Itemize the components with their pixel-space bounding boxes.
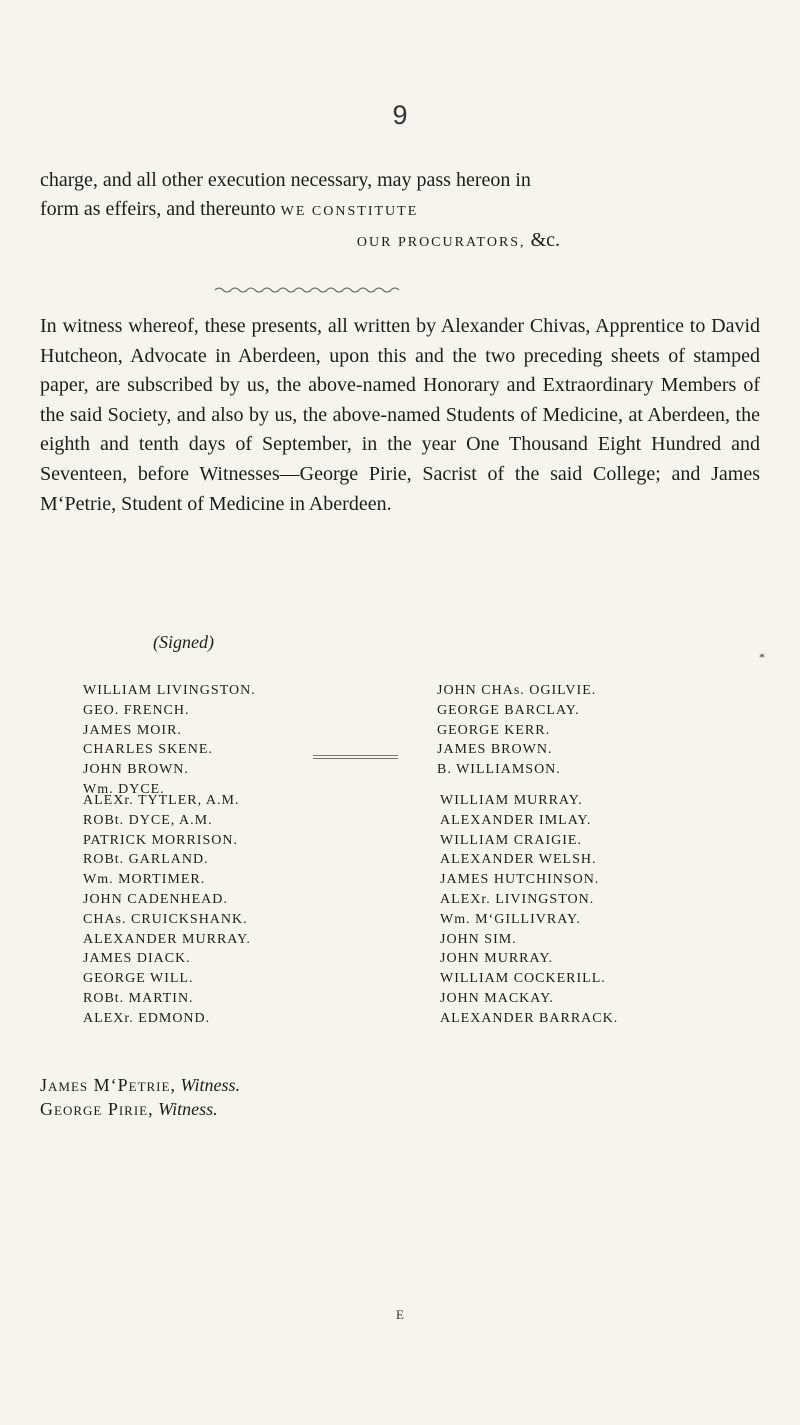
signatory-name: WILLIAM MURRAY. (440, 793, 583, 808)
signatory-name: WILLIAM LIVINGSTON. (83, 683, 256, 698)
signatory-name: GEO. FRENCH. (83, 702, 190, 718)
witness-role: Witness. (158, 1099, 218, 1119)
signatory-name: GEORGE BARCLAY. (437, 702, 580, 718)
signatory-name: JOHN MACKAY. (440, 990, 554, 1006)
witness-line (40, 1097, 240, 1121)
signatory-name: CHARLES SKENE. (83, 742, 213, 758)
signatory-name: GEORGE KERR. (437, 722, 551, 738)
signatory-name: PATRICK MORRISON. (83, 832, 238, 848)
signatory-name: ALEXr. EDMOND. (83, 1010, 211, 1026)
signatory-name: ALEXr. TYTLER, A.M. (83, 793, 240, 808)
signatory-name: Wm. DYCE. (83, 781, 165, 797)
signatory-name: WILLIAM CRAIGIE. (440, 832, 582, 848)
members-left-column (83, 681, 256, 800)
students-left-column (83, 791, 251, 1029)
students-right-column (440, 791, 618, 1029)
opening-line-3 (40, 226, 760, 257)
signed-label: (Signed) (153, 632, 214, 652)
signatory-name: ROBt. DYCE, A.M. (83, 812, 213, 828)
witness-name: James M‘Petrie, (40, 1075, 176, 1095)
signatory-name: Wm. MORTIMER. (83, 872, 206, 888)
signatory-name: JOHN SIM. (440, 931, 517, 947)
signatory-name: ROBt. MARTIN. (83, 990, 194, 1006)
opening-line-2 (40, 195, 760, 226)
witnesses-block (40, 1073, 240, 1121)
witness-line (40, 1073, 240, 1097)
signatory-name: ALEXANDER WELSH. (440, 852, 597, 868)
signatory-name: Wm. M‘GILLIVRAY. (440, 911, 581, 927)
signatory-name: JAMES MOIR. (83, 722, 182, 738)
signatory-name: WILLIAM COCKERILL. (440, 971, 606, 987)
signatory-name: B. WILLIAMSON. (437, 762, 561, 778)
signatory-name: GEORGE WILL. (83, 971, 194, 987)
signatory-name: JOHN CADENHEAD. (83, 891, 228, 907)
witness-name: George Pirie, (40, 1099, 154, 1119)
members-right-column (437, 681, 596, 780)
signature-mark: E (396, 1307, 404, 1322)
signatory-name: ALEXANDER MURRAY. (83, 931, 251, 947)
opening-line-1: charge, and all other execution necessary, may pass hereon in (40, 169, 531, 191)
signatory-name: JOHN MURRAY. (440, 951, 554, 967)
page-number: 9 (392, 100, 408, 130)
signatory-name: JOHN BROWN. (83, 762, 189, 778)
constitute-phrase: WE CONSTITUTE (280, 204, 419, 219)
signatory-name: JAMES HUTCHINSON. (440, 872, 600, 888)
etc-abbreviation: &c. (525, 229, 560, 251)
signatory-name: ALEXr. LIVINGSTON. (440, 891, 595, 907)
signatory-name: CHAs. CRUICKSHANK. (83, 911, 248, 927)
opening-line-2-text: form as effeirs, and thereunto (40, 198, 281, 220)
signatory-name: ROBt. GARLAND. (83, 852, 209, 868)
asterisk-mark: * (759, 650, 765, 664)
witness-paragraph: In witness whereof, these presents, all written by Alexander Chivas, Apprentice to David Hutcheon, Advocate in Aberdeen, upon this and the two preceding sheets of stamped paper, are subscribed by us, the above-named Honorary and Extraordinary Members of the said Society, and also by us, the above-named Students of Medicine, at Aberdeen, the eighth and tenth days of September, in the year One Thousand Eight Hundred and Seventeen, before Witnesses—George Pirie, Sacrist of the said College; and James M‘Petrie, Student of Medicine in Aberdeen. (40, 315, 760, 515)
wavy-rule-ornament (215, 283, 400, 297)
opening-text (40, 166, 760, 257)
section-divider (313, 755, 398, 759)
signatory-name: JAMES BROWN. (437, 742, 553, 758)
signatory-name: JAMES DIACK. (83, 951, 191, 967)
signatory-name: ALEXANDER BARRACK. (440, 1010, 619, 1026)
signatory-name: ALEXANDER IMLAY. (440, 812, 592, 828)
procurators-phrase: OUR PROCURATORS, (356, 235, 526, 250)
witness-role: Witness. (180, 1075, 240, 1095)
signatory-name: JOHN CHAs. OGILVIE. (437, 683, 597, 698)
